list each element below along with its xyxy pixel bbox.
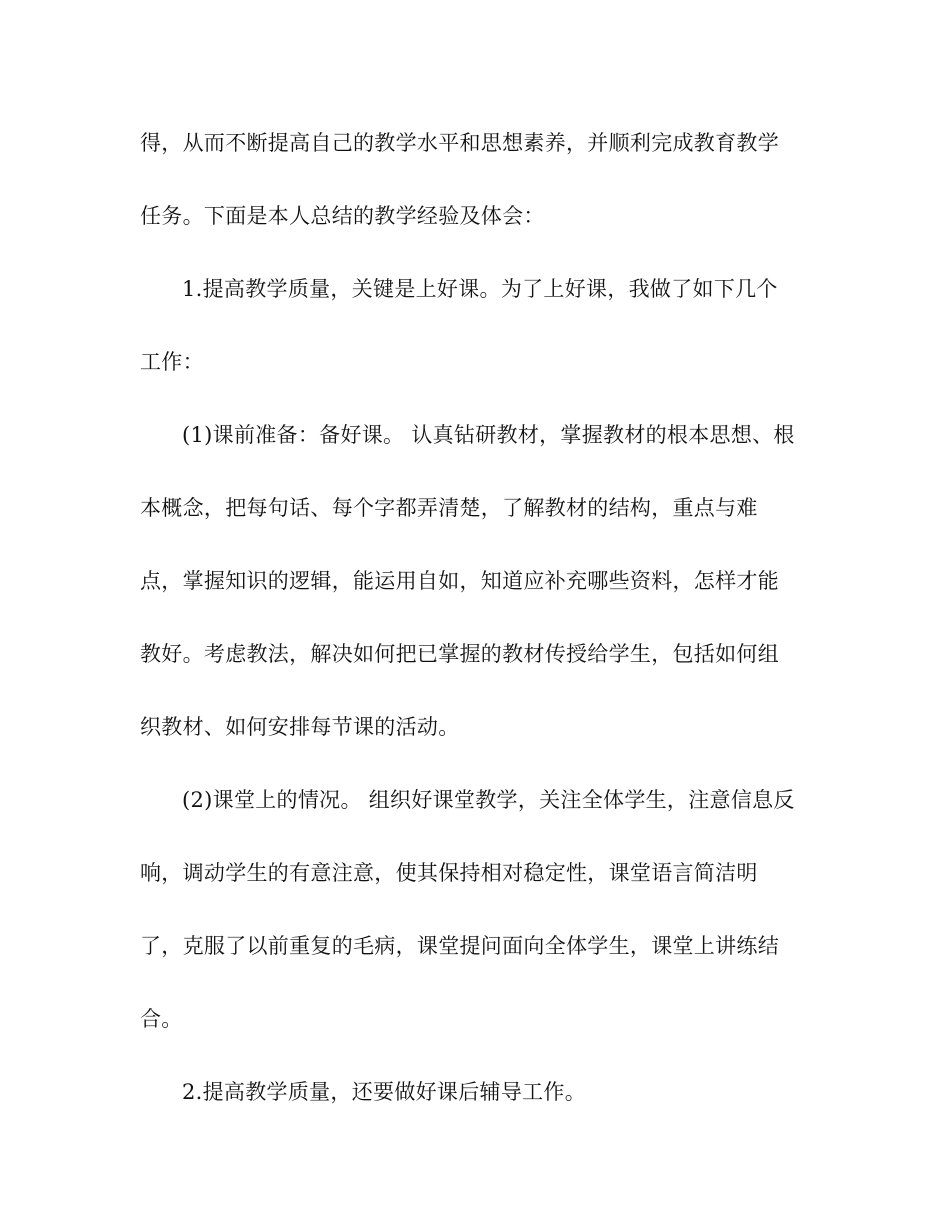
text-line: 得，从而不断提高自己的教学水平和思想素养，并顺利完成教育教学 [140,131,779,155]
text-line: 点，掌握知识的逻辑，能运用自如，知道应补充哪些资料，怎样才能 [140,569,779,593]
text-line: 教好。考虑教法，解决如何把已掌握的教材传授给学生，包括如何组 [140,642,779,666]
text-line: 1.提高教学质量，关键是上好课。为了上好课，我做了如下几个 [182,277,778,301]
text-line: 响，调动学生的有意注意，使其保持相对稳定性，课堂语言简洁明 [140,861,758,885]
text-line: 了，克服了以前重复的毛病，课堂提问面向全体学生，课堂上讲练结 [140,934,779,958]
text-line: (2)课堂上的情况。 组织好课堂教学，关注全体学生，注意信息反 [182,788,795,812]
text-line: 任务。下面是本人总结的教学经验及体会： [140,204,545,228]
text-line: 本概念，把每句话、每个字都弄清楚，了解教材的结构，重点与难 [140,496,758,520]
text-line: 合。 [140,1007,183,1031]
text-line: (1)课前准备：备好课。 认真钻研教材，掌握教材的根本思想、根 [182,423,795,447]
text-line: 2.提高教学质量，还要做好课后辅导工作。 [182,1080,587,1104]
text-line: 织教材、如何安排每节课的活动。 [140,715,460,739]
text-line: 工作： [140,350,204,374]
